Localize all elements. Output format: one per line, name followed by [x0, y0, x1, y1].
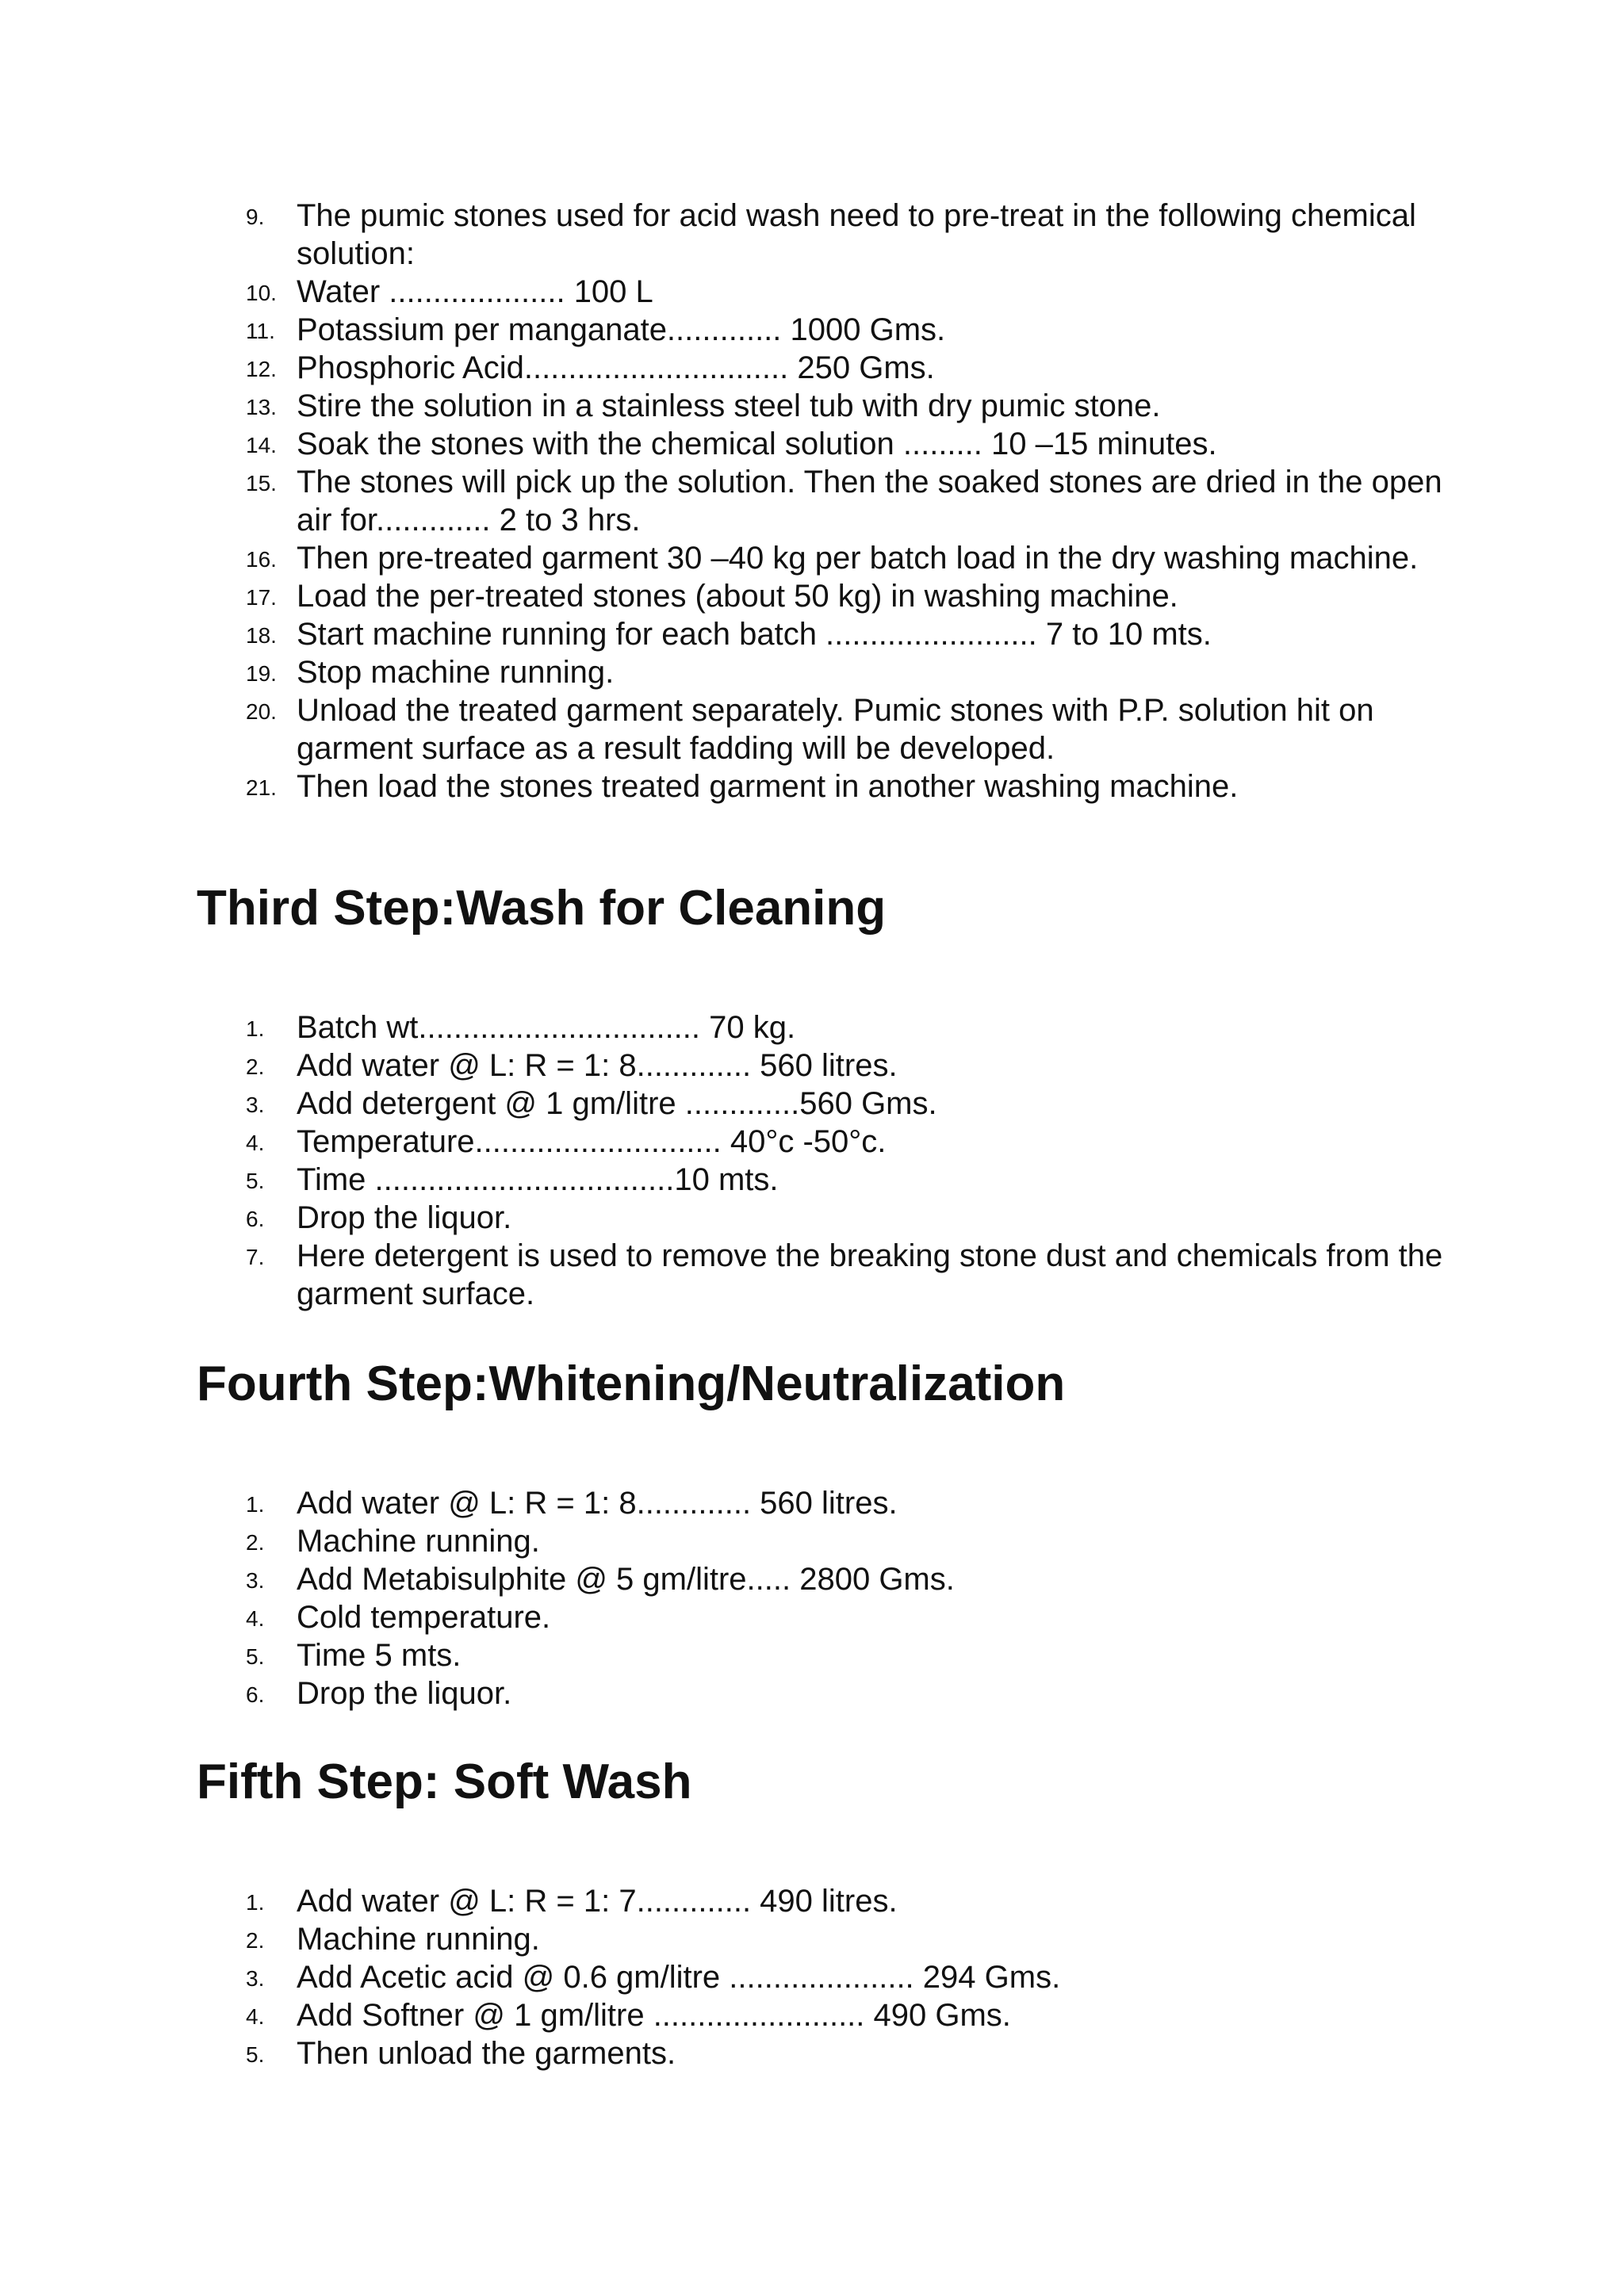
- list-item-number: 17.: [246, 585, 277, 610]
- list-item-number: 4.: [246, 2004, 265, 2029]
- list-item-text: Soak the stones with the chemical solution ......... 10 –15 minutes.: [297, 427, 1217, 461]
- list-item-text: Add Metabisulphite @ 5 gm/litre..... 2800 Gms.: [297, 1562, 955, 1597]
- fifth-step-heading: Fifth Step: Soft Wash: [197, 1755, 692, 1809]
- list-item-number: 16.: [246, 547, 277, 572]
- fourth-step-list: [246, 1484, 1483, 1712]
- list-item-text: Unload the treated garment separately. Pumic stones with P.P. solution hit on garment surface as a result fadding will be developed.: [297, 693, 1374, 766]
- list-item: [246, 1560, 1483, 1598]
- list-item-text: Here detergent is used to remove the breaking stone dust and chemicals from the garment surface.: [297, 1238, 1443, 1311]
- list-item-text: Machine running.: [297, 1922, 540, 1957]
- list-item-number: 6.: [246, 1682, 265, 1707]
- list-item-number: 5.: [246, 1169, 265, 1193]
- list-item: [246, 463, 1483, 539]
- list-item: [246, 577, 1483, 615]
- list-item-number: 14.: [246, 433, 277, 457]
- list-item-number: 4.: [246, 1131, 265, 1155]
- list-item: [246, 1598, 1483, 1636]
- list-item-number: 1.: [246, 1492, 265, 1517]
- list-item: [246, 1522, 1483, 1560]
- list-item: [246, 311, 1483, 349]
- list-item-number: 19.: [246, 661, 277, 686]
- list-item-number: 21.: [246, 775, 277, 800]
- list-item: [246, 1047, 1483, 1085]
- list-item-number: 5.: [246, 2042, 265, 2067]
- list-item-number: 3.: [246, 1093, 265, 1117]
- list-item: [246, 691, 1483, 767]
- list-item-number: 4.: [246, 1606, 265, 1631]
- list-item-number: 11.: [246, 319, 275, 343]
- list-item-text: Add water @ L: R = 1: 8............. 560 litres.: [297, 1486, 898, 1521]
- list-item: [246, 273, 1483, 311]
- list-item-text: The stones will pick up the solution. Then the soaked stones are dried in the open air for............. 2 to 3 hrs.: [297, 465, 1442, 538]
- list-item-number: 3.: [246, 1966, 265, 1991]
- list-item-text: The pumic stones used for acid wash need to pre-treat in the following chemical solution:: [297, 198, 1416, 271]
- list-item: [246, 1636, 1483, 1674]
- list-item-number: 13.: [246, 395, 277, 419]
- list-item-text: Potassium per manganate............. 1000 Gms.: [297, 312, 946, 347]
- list-item-text: Add Acetic acid @ 0.6 gm/litre ..................... 294 Gms.: [297, 1960, 1061, 1995]
- list-item-text: Add Softner @ 1 gm/litre ........................ 490 Gms.: [297, 1998, 1011, 2033]
- list-item: [246, 1161, 1483, 1199]
- list-item: [246, 767, 1483, 806]
- list-item-number: 1.: [246, 1890, 265, 1915]
- list-item-number: 18.: [246, 623, 277, 648]
- list-item: [246, 1674, 1483, 1712]
- list-item-text: Start machine running for each batch ........................ 7 to 10 mts.: [297, 617, 1212, 652]
- list-item-number: 6.: [246, 1207, 265, 1231]
- list-item-text: Then load the stones treated garment in another washing machine.: [297, 769, 1239, 804]
- list-item-number: 20.: [246, 699, 277, 724]
- list-item-number: 2.: [246, 1928, 265, 1953]
- list-item-number: 9.: [246, 205, 265, 229]
- third-step-heading: Third Step:Wash for Cleaning: [197, 881, 887, 936]
- list-item: [246, 2034, 1483, 2072]
- list-item: [246, 1085, 1483, 1123]
- list-item-text: Time 5 mts.: [297, 1638, 462, 1673]
- list-item-text: Drop the liquor.: [297, 1200, 512, 1235]
- list-item-text: Temperature............................ 40°c -50°c.: [297, 1124, 887, 1159]
- list-item-text: Cold temperature.: [297, 1600, 551, 1635]
- list-item: [246, 1123, 1483, 1161]
- list-item-number: 2.: [246, 1054, 265, 1079]
- list-item: [246, 425, 1483, 463]
- list-item: [246, 349, 1483, 387]
- list-item-text: Time ..................................10 mts.: [297, 1162, 779, 1197]
- fifth-step-list: [246, 1882, 1483, 2072]
- list-item-text: Then pre-treated garment 30 –40 kg per batch load in the dry washing machine.: [297, 541, 1419, 576]
- list-item: [246, 1958, 1483, 1996]
- list-item-number: 1.: [246, 1016, 265, 1041]
- third-step-list: [246, 1008, 1483, 1313]
- list-item: [246, 197, 1483, 273]
- list-item-number: 2.: [246, 1530, 265, 1555]
- list-item-text: Phosphoric Acid.............................. 250 Gms.: [297, 350, 935, 385]
- list-item-number: 15.: [246, 471, 277, 496]
- list-item-text: Machine running.: [297, 1524, 540, 1559]
- list-item-text: Add water @ L: R = 1: 7............. 490 litres.: [297, 1884, 898, 1919]
- list-item: [246, 615, 1483, 653]
- list-item: [246, 653, 1483, 691]
- list-item: [246, 539, 1483, 577]
- list-item-text: Stop machine running.: [297, 655, 615, 690]
- list-item-number: 3.: [246, 1568, 265, 1593]
- list-item: [246, 1237, 1483, 1313]
- second-step-list: [246, 197, 1483, 806]
- list-item: [246, 1882, 1483, 1920]
- list-item-number: 12.: [246, 357, 277, 381]
- fourth-step-heading: Fourth Step:Whitening/Neutralization: [197, 1357, 1066, 1411]
- list-item-text: Drop the liquor.: [297, 1676, 512, 1711]
- list-item: [246, 387, 1483, 425]
- list-item: [246, 1996, 1483, 2034]
- list-item: [246, 1199, 1483, 1237]
- list-item-number: 7.: [246, 1245, 265, 1269]
- list-item: [246, 1920, 1483, 1958]
- list-item-text: Batch wt................................ 70 kg.: [297, 1010, 796, 1045]
- list-item: [246, 1008, 1483, 1047]
- list-item-text: Then unload the garments.: [297, 2036, 676, 2071]
- list-item-text: Load the per-treated stones (about 50 kg) in washing machine.: [297, 579, 1178, 614]
- list-item-text: Add water @ L: R = 1: 8............. 560 litres.: [297, 1048, 898, 1083]
- list-item-text: Add detergent @ 1 gm/litre .............560 Gms.: [297, 1086, 937, 1121]
- list-item-number: 10.: [246, 281, 277, 305]
- list-item-text: Water .................... 100 L: [297, 274, 653, 309]
- list-item-number: 5.: [246, 1644, 265, 1669]
- list-item-text: Stire the solution in a stainless steel tub with dry pumic stone.: [297, 388, 1161, 423]
- list-item: [246, 1484, 1483, 1522]
